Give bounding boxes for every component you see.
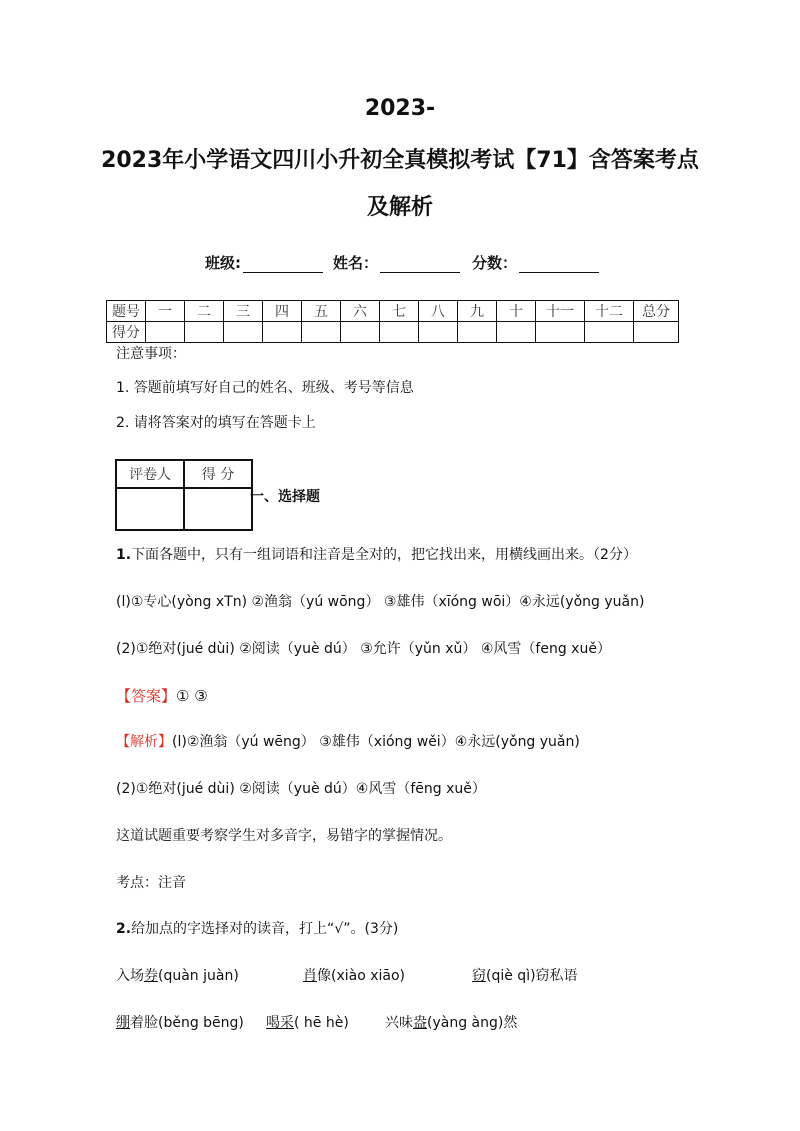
- score-cell[interactable]: [185, 322, 224, 343]
- header-cell: 总分: [634, 301, 679, 322]
- q1-option-line-1: (l)①专心(yòng xTn) ②渔翁（yú wōng） ③雄伟（xīóng wōi）④永远(yǒng yuǎn): [116, 594, 645, 610]
- header-cell: 九: [458, 301, 497, 322]
- score-cell[interactable]: [302, 322, 341, 343]
- score-cell[interactable]: [536, 322, 585, 343]
- score-cell[interactable]: [497, 322, 536, 343]
- class-label: 班级:: [205, 254, 241, 272]
- q1-analysis-2: (2)①绝对(jué dùi) ②阅读（yuè dú）④风雪（fēng xuě）: [116, 781, 486, 797]
- score-cell[interactable]: [263, 322, 302, 343]
- q1-kaodian: 考点：注音: [116, 875, 186, 891]
- grader-cell[interactable]: [116, 488, 184, 530]
- score-cell[interactable]: [458, 322, 497, 343]
- header-cell: 一: [146, 301, 185, 322]
- score-field[interactable]: [472, 252, 599, 273]
- score-cell[interactable]: [419, 322, 458, 343]
- q2-item-text: 入场: [116, 968, 144, 984]
- header-cell: 三: [224, 301, 263, 322]
- q2-item-2c: [385, 1012, 517, 1032]
- score-table-header-row: [107, 301, 679, 322]
- answer-text: ① ③: [176, 687, 208, 705]
- grader-score-cell[interactable]: [184, 488, 252, 530]
- q2-item-2b: [266, 1012, 349, 1032]
- score-cell[interactable]: [146, 322, 185, 343]
- score-table: [106, 300, 679, 343]
- q1-explanation: 这道试题重要考察学生对多音字，易错字的掌握情况。: [116, 828, 452, 844]
- q1-answer: [116, 685, 208, 706]
- header-cell: 六: [341, 301, 380, 322]
- notes-item-2: 2. 请将答案对的填写在答题卡上: [116, 415, 316, 431]
- pinyin-options[interactable]: (yàng àng)然: [427, 1015, 518, 1031]
- q1-analysis-1: [116, 731, 580, 751]
- q2-item-1a: [116, 965, 239, 985]
- q2-item-text: 兴味: [385, 1015, 413, 1031]
- score-table-score-row: [107, 322, 679, 343]
- pinyin-options[interactable]: ( hē hè): [294, 1015, 349, 1031]
- score-cell[interactable]: [634, 322, 679, 343]
- q2-item-text: 着脸: [130, 1015, 158, 1031]
- section-heading: 一、选择题: [250, 489, 320, 505]
- header-cell: 题号: [107, 301, 146, 322]
- q2-item-1b: [303, 965, 405, 985]
- title-line-2: 2023年小学语文四川小升初全真模拟考试【71】含答案考点: [101, 148, 699, 173]
- q2-item-text: 像: [317, 968, 331, 984]
- analysis-tag: 【解析】: [116, 734, 172, 750]
- notes-heading: 注意事项：: [116, 346, 186, 362]
- q1-stem: [116, 544, 637, 564]
- dotted-char: 采: [280, 1015, 294, 1031]
- header-cell: 十一: [536, 301, 585, 322]
- header-cell: 五: [302, 301, 341, 322]
- grader-table: [115, 459, 253, 531]
- dotted-char: 绷: [116, 1015, 130, 1031]
- q1-number: 1.: [116, 547, 132, 563]
- analysis-text-1: (l)②渔翁（yú wēng） ③雄伟（xióng wěi）④永远(yǒng yuǎn): [172, 734, 580, 750]
- name-label: 姓名：: [333, 254, 379, 272]
- header-cell: 二: [185, 301, 224, 322]
- q2-item-text: 喝: [266, 1015, 280, 1031]
- score-label: 分数：: [472, 254, 518, 272]
- title-line-1: 2023-: [364, 96, 436, 121]
- header-cell: 八: [419, 301, 458, 322]
- row-label: 得分: [107, 322, 146, 343]
- q2-stem-text: 给加点的字选择对的读音，打上“√”。(3分): [131, 921, 399, 937]
- header-cell: 七: [380, 301, 419, 322]
- header-cell: 四: [263, 301, 302, 322]
- q2-item-1c: [472, 965, 578, 985]
- grader-score-label: 得 分: [184, 460, 252, 488]
- dotted-char: 肖: [303, 968, 317, 984]
- score-cell[interactable]: [585, 322, 634, 343]
- q2-stem: [116, 918, 398, 938]
- score-cell[interactable]: [341, 322, 380, 343]
- notes-item-1: 1. 答题前填写好自己的姓名、班级、考号等信息: [116, 380, 414, 396]
- name-field[interactable]: [333, 252, 460, 273]
- title-line-3: 及解析: [366, 195, 433, 220]
- pinyin-options[interactable]: (quàn juàn): [158, 968, 239, 984]
- answer-tag: 【答案】: [116, 687, 177, 705]
- q1-stem-text: 下面各题中，只有一组词语和注音是全对的，把它找出来，用横线画出来。（2分）: [131, 547, 637, 563]
- q2-item-2a: [116, 1012, 244, 1032]
- pinyin-options[interactable]: (xiào xiāo): [331, 968, 406, 984]
- grader-label: 评卷人: [116, 460, 184, 488]
- dotted-char: 券: [144, 968, 158, 984]
- class-blank[interactable]: [243, 256, 323, 273]
- q1-option-line-2: (2)①绝对(jué dùi) ②阅读（yuè dú） ③允许（yǔn xǔ） ④风雪（feng xuě）: [116, 641, 611, 657]
- pinyin-options[interactable]: (běng bēng): [158, 1015, 244, 1031]
- score-blank[interactable]: [519, 256, 599, 273]
- header-cell: 十二: [585, 301, 634, 322]
- score-cell[interactable]: [224, 322, 263, 343]
- name-blank[interactable]: [380, 256, 460, 273]
- score-cell[interactable]: [380, 322, 419, 343]
- pinyin-options[interactable]: (qiè qì)窃私语: [486, 968, 578, 984]
- header-cell: 十: [497, 301, 536, 322]
- q2-number: 2.: [116, 921, 132, 937]
- dotted-char: 盎: [413, 1015, 427, 1031]
- class-field[interactable]: [205, 252, 323, 273]
- dotted-char: 窃: [472, 968, 486, 984]
